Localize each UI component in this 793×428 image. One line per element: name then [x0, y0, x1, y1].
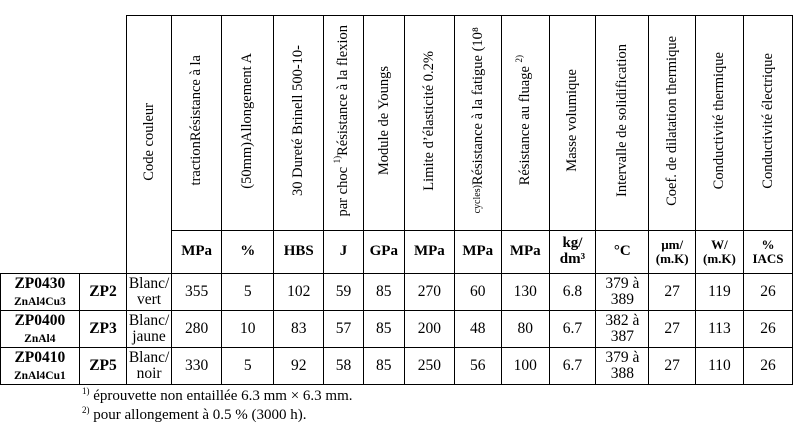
header-row	[1, 16, 793, 231]
header-allongement: (50mm)Allongement A	[222, 16, 274, 231]
value-cell: 5	[222, 274, 274, 311]
value-cell: 58	[324, 348, 363, 385]
value-cell: 100	[501, 348, 549, 385]
header-masse: Masse volumique	[549, 16, 595, 231]
range-cell: 379 à 388	[596, 348, 649, 385]
value-cell: 85	[363, 274, 404, 311]
value-cell: 27	[649, 348, 695, 385]
unit-cell: %	[222, 231, 274, 274]
unit-cell: °C	[596, 231, 649, 274]
unit-cell: MPa	[501, 231, 549, 274]
header-cond-electrique: Conductivité électrique	[744, 16, 793, 231]
unit-cell: MPa	[454, 231, 501, 274]
value-cell: 119	[695, 274, 743, 311]
header-young: Module de Youngs	[363, 16, 404, 231]
header-traction: tractionRésistance à la	[171, 16, 222, 231]
header-durete: 30 Dureté Brinell 500-10-	[273, 16, 324, 231]
table-row	[1, 274, 793, 311]
color-cell: Blanc/ noir	[127, 348, 172, 385]
table-row	[1, 311, 793, 348]
range-cell: 379 à 389	[596, 274, 649, 311]
zp-cell: ZP3	[79, 311, 127, 348]
value-cell: 102	[273, 274, 324, 311]
header-flexion: par choc $^{1)}$Résistance à la flexion	[324, 16, 363, 231]
grade-cell: ZP0430 ZnAl4Cu3	[1, 274, 80, 311]
value-cell: 85	[363, 311, 404, 348]
value-cell: 270	[405, 274, 455, 311]
value-cell: 85	[363, 348, 404, 385]
header-cond-thermique: Conductivité thermique	[695, 16, 743, 231]
value-cell: 60	[454, 274, 501, 311]
header-code-couleur: Code couleur	[127, 16, 172, 274]
value-cell: 56	[454, 348, 501, 385]
header-elasticite: Limite d’élasticité 0.2%	[405, 16, 455, 231]
color-cell: Blanc/ jaune	[127, 311, 172, 348]
header-fatigue: cycles)Résistance à la fatigue (10⁸	[454, 16, 501, 231]
zp-cell: ZP2	[79, 274, 127, 311]
value-cell: 280	[171, 311, 222, 348]
grade-cell: ZP0410 ZnAl4Cu1	[1, 348, 80, 385]
value-cell: 6.7	[549, 311, 595, 348]
header-dilatation: Coef. de dilatation thermique	[649, 16, 695, 231]
zp-cell: ZP5	[79, 348, 127, 385]
value-cell: 80	[501, 311, 549, 348]
unit-cell: HBS	[273, 231, 324, 274]
value-cell: 27	[649, 274, 695, 311]
value-cell: 130	[501, 274, 549, 311]
value-cell: 27	[649, 311, 695, 348]
unit-cell: MPa	[171, 231, 222, 274]
unit-cell: µm/ (m.K)	[649, 231, 695, 274]
unit-cell: W/ (m.K)	[695, 231, 743, 274]
properties-table	[0, 15, 793, 385]
value-cell: 59	[324, 274, 363, 311]
value-cell: 110	[695, 348, 743, 385]
footnote-2: $^{2)}$ pour allongement à 0.5 % (3000 h).	[82, 405, 307, 423]
value-cell: 355	[171, 274, 222, 311]
value-cell: 48	[454, 311, 501, 348]
value-cell: 26	[744, 348, 793, 385]
color-cell: Blanc/ vert	[127, 274, 172, 311]
grade-cell: ZP0400 ZnAl4	[1, 311, 80, 348]
unit-cell: kg/ dm³	[549, 231, 595, 274]
value-cell: 26	[744, 311, 793, 348]
value-cell: 26	[744, 274, 793, 311]
unit-cell: GPa	[363, 231, 404, 274]
value-cell: 92	[273, 348, 324, 385]
unit-cell: % IACS	[744, 231, 793, 274]
value-cell: 250	[405, 348, 455, 385]
table-row	[1, 348, 793, 385]
value-cell: 57	[324, 311, 363, 348]
value-cell: 113	[695, 311, 743, 348]
footnotes	[82, 387, 352, 425]
value-cell: 200	[405, 311, 455, 348]
unit-cell: J	[324, 231, 363, 274]
value-cell: 5	[222, 348, 274, 385]
value-cell: 10	[222, 311, 274, 348]
header-solidification: Intervalle de solidification	[596, 16, 649, 231]
range-cell: 382 à 387	[596, 311, 649, 348]
corner-blank	[1, 16, 127, 274]
value-cell: 6.8	[549, 274, 595, 311]
value-cell: 6.7	[549, 348, 595, 385]
footnote-1: $^{1)}$ éprouvette non entaillée 6.3 mm × 6.3 mm.	[82, 386, 353, 404]
header-fluage: Résistance au fluage $^{2)}$	[501, 16, 549, 231]
value-cell: 83	[273, 311, 324, 348]
unit-cell: MPa	[405, 231, 455, 274]
value-cell: 330	[171, 348, 222, 385]
